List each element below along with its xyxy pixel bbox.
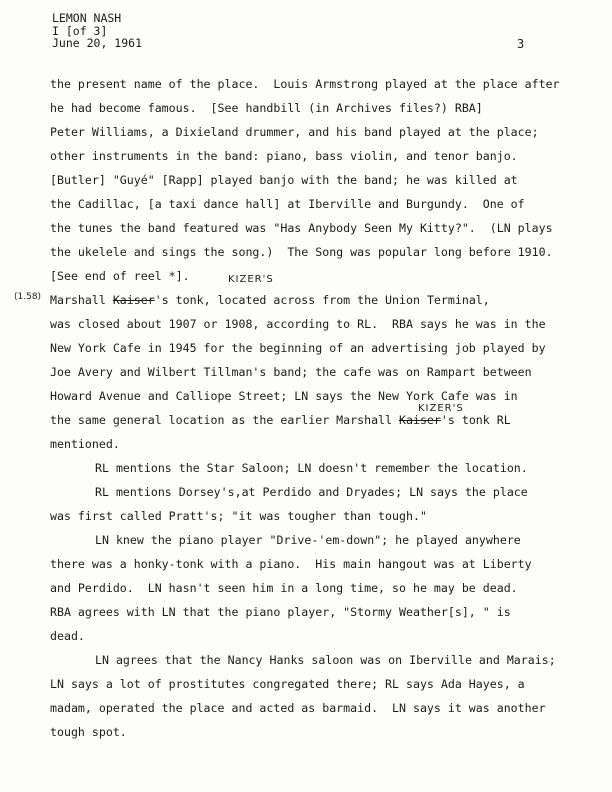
text-line: other instruments in the band: piano, bass violin, and tenor banjo. — [50, 149, 518, 163]
text-line: LN says a lot of prostitutes congregated there; RL says Ada Hayes, a — [50, 677, 525, 691]
line-segment: the same general location as the earlier Marshall — [50, 413, 400, 427]
document-header — [52, 12, 142, 50]
text-line: LN knew the piano player "Drive-'em-down"; he played anywhere — [95, 533, 521, 547]
text-line: [See end of reel *]. — [50, 269, 190, 283]
margin-note: (1.58) — [14, 292, 42, 302]
line-segment: 's tonk RL — [440, 413, 511, 427]
line-segment: 's tonk, located across from the Union Terminal, — [154, 293, 490, 307]
text-line: was first called Pratt's; "it was tougher than tough." — [50, 509, 427, 523]
text-line: RBA agrees with LN that the piano player, "Stormy Weather[s], " is — [50, 605, 511, 619]
text-line: tough spot. — [50, 725, 127, 739]
text-line: the tunes the band featured was "Has Anybody Seen My Kitty?". (LN plays — [50, 221, 553, 235]
transcript-body — [50, 72, 590, 744]
text-line: the ukelele and sings the song.) The Song was popular long before 1910. — [50, 245, 553, 259]
text-line: and Perdido. LN hasn't seen him in a long time, so he may be dead. — [50, 581, 518, 595]
handwritten-correction: KIZER'S — [228, 274, 274, 285]
handwritten-correction: KIZER'S — [418, 403, 464, 414]
line-segment: Marshall — [50, 293, 113, 307]
text-line: he had become famous. [See handbill (in Archives files?) RBA] — [50, 101, 483, 115]
text-line: [Butler] "Guyé" [Rapp] played banjo with the band; he was killed at — [50, 173, 518, 187]
text-line — [50, 288, 590, 312]
text-line: Howard Avenue and Calliope Street; LN says the New York Cafe was in — [50, 389, 518, 403]
text-line — [50, 408, 590, 432]
interview-date: June 20, 1961 — [52, 36, 143, 50]
struck-name: Kaiser — [399, 413, 441, 427]
text-line: Joe Avery and Wilbert Tillman's band; the cafe was on Rampart between — [50, 365, 532, 379]
text-line: Peter Williams, a Dixieland drummer, and his band played at the place; — [50, 125, 539, 139]
text-line: the present name of the place. Louis Armstrong played at the place after — [50, 77, 560, 91]
text-line: was closed about 1907 or 1908, according to RL. RBA says he was in the — [50, 317, 546, 331]
page-number: 3 — [517, 37, 525, 51]
text-line: New York Cafe in 1945 for the beginning of an advertising job played by — [50, 341, 546, 355]
reel-label: I [of 3] — [52, 23, 108, 38]
struck-name: Kaiser — [112, 293, 155, 307]
text-line: RL mentions the Star Saloon; LN doesn't remember the location. — [95, 461, 528, 475]
text-line: LN agrees that the Nancy Hanks saloon was on Iberville and Marais; — [95, 653, 556, 667]
text-line: madam, operated the place and acted as barmaid. LN says it was another — [50, 701, 546, 715]
text-line: the Cadillac, [a taxi dance hall] at Iberville and Burgundy. One of — [50, 197, 525, 211]
text-line: mentioned. — [50, 437, 120, 451]
text-line: RL mentions Dorsey's,at Perdido and Dryades; LN says the place — [95, 485, 528, 499]
text-line: dead. — [50, 629, 85, 643]
interviewee-name: LEMON NASH — [52, 11, 122, 25]
text-line: there was a honky-tonk with a piano. His main hangout was at Liberty — [50, 557, 532, 571]
